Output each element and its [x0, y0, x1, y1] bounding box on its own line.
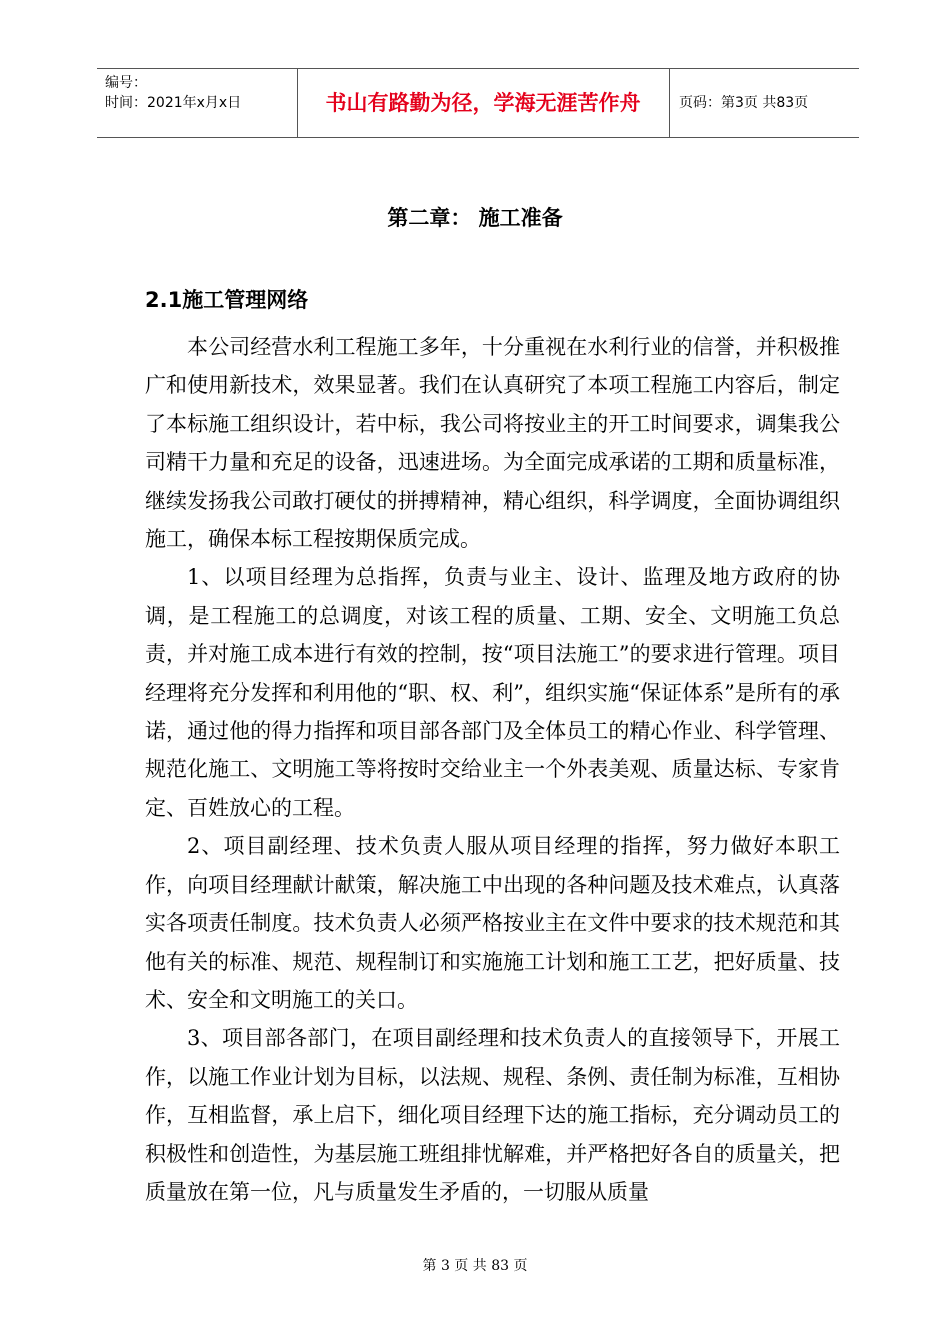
paragraph: 本公司经营水利工程施工多年，十分重视在水利行业的信誉，并积极推广和使用新技术，效果显著。我们在认真研究了本项工程施工内容后，制定了本标施工组织设计，若中标，我公司将按业主的开工时间要求，调集我公司精干力量和充足的设备，迅速进场。为全面完成承诺的工期和质量标准，继续发扬我公司敢打硬仗的拼搏精神，精心组织，科学调度，全面协调组织施工，确保本标工程按期保质完成。: [145, 335, 840, 552]
paragraph: 3、项目部各部门，在项目副经理和技术负责人的直接领导下，开展工作，以施工作业计划为目标，以法规、规程、条例、责任制为标准，互相协作，互相监督，承上启下，细化项目经理下达的施工指标，充分调动员工的积极性和创造性，为基层施工班组排忧解难，并严格把好各自的质量关，把质量放在第一位，凡与质量发生矛盾的，一切服从质量: [145, 1026, 840, 1204]
paragraph: 2、项目副经理、技术负责人服从项目经理的指挥，努力做好本职工作，向项目经理献计献策，解决施工中出现的各种问题及技术难点，认真落实各项责任制度。技术负责人必须严格按业主在文件中要求的技术规范和其他有关的标准、规范、规程制订和实施施工计划和施工工艺，把好质量、技术、安全和文明施工的关口。: [145, 834, 840, 1012]
body-text: [145, 328, 840, 1211]
section-title: 2.1施工管理网络: [145, 288, 309, 312]
header-motto: 书山有路勤为径，学海无涯苦作舟: [325, 91, 641, 115]
header-meta: [105, 73, 241, 113]
document-number-label: 编号：: [105, 75, 147, 91]
header-page-info: 页码：第3页 共83页: [679, 95, 809, 111]
page-header: [97, 68, 859, 138]
page-footer: 第 3 页 共 83 页: [422, 1258, 528, 1274]
header-divider: [669, 69, 670, 137]
document-date: 时间：2021年x月x日: [105, 95, 242, 111]
chapter-title: 第二章： 施工准备: [387, 205, 563, 230]
paragraph: 1、以项目经理为总指挥，负责与业主、设计、监理及地方政府的协调，是工程施工的总调度，对该工程的质量、工期、安全、文明施工负总责，并对施工成本进行有效的控制，按“项目法施工”的要求进行管理。项目经理将充分发挥和利用他的“职、权、利”，组织实施“保证体系”是所有的承诺，通过他的得力指挥和项目部各部门及全体员工的精心作业、科学管理、规范化施工、文明施工等将按时交给业主一个外表美观、质量达标、专家肯定、百姓放心的工程。: [145, 565, 840, 820]
